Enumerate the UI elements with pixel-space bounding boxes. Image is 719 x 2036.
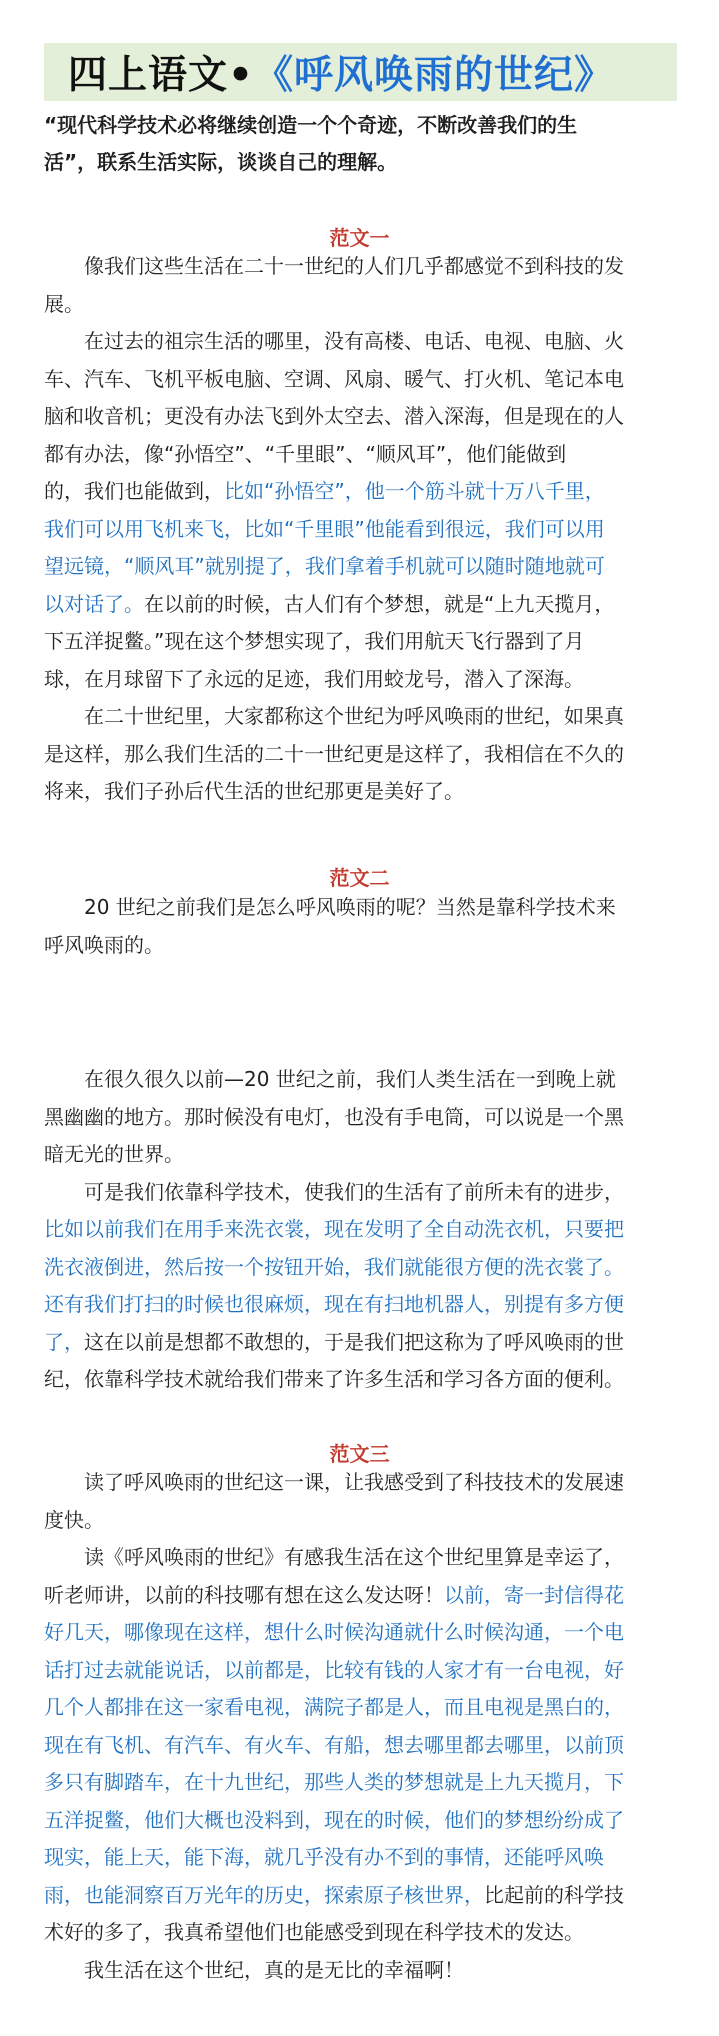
body-text: 下五洋捉鳖。”现在这个梦想实现了，我们用航天飞行器到了月: [44, 629, 585, 653]
text-line: [44, 586, 681, 624]
text-line: [44, 1061, 681, 1099]
text-line: [44, 889, 681, 927]
text-line: [44, 736, 681, 774]
highlighted-text: 以对话了。: [44, 591, 144, 616]
text-line: [44, 1099, 681, 1137]
body-text: 这在以前是想都不敢想的，于是我们把这称为了呼风唤雨的世: [84, 1329, 624, 1354]
highlighted-text: 洗衣液倒进，然后按一个按钮开始，我们就能很方便的洗衣裳了。: [44, 1254, 624, 1279]
text-line: [44, 1324, 681, 1362]
text-line: [44, 1839, 681, 1877]
essay-2-intro: [44, 889, 681, 964]
text-line: [44, 623, 681, 661]
text-line: [44, 1764, 681, 1802]
body-text: 在以前的时候，古人们有个梦想，就是“上九天揽月，: [144, 591, 615, 616]
text-line: [44, 398, 681, 436]
essay-3-body: [44, 1464, 681, 1989]
text-line: [44, 927, 681, 965]
text-line: [44, 1361, 681, 1399]
title-prefix: 四上语文•: [68, 53, 254, 98]
body-text: 比起前的科学技: [484, 1882, 624, 1907]
highlighted-text: 现实，能上天，能下海，就几乎没有办不到的事情，还能呼风唤: [44, 1845, 604, 1869]
body-text: 球，在月球留下了永远的足迹，我们用蛟龙号，潜入了深海。: [44, 666, 584, 691]
body-text: 20 世纪之前我们是怎么呼风唤雨的呢？当然是靠科学技术来: [44, 895, 616, 919]
body-text: 展。: [44, 291, 84, 316]
writing-prompt: [44, 107, 680, 181]
body-text: 术好的多了，我真希望他们也能感受到现在科学技术的发达。: [44, 1920, 584, 1944]
body-text: 都有办法，像“孙悟空”、“千里眼”、“顺风耳”，他们能做到: [44, 441, 567, 466]
body-text: 我生活在这个世纪，真的是无比的幸福啊！: [44, 1957, 464, 1982]
essay-2-heading: 范文二: [329, 866, 390, 890]
text-line: [44, 1464, 681, 1502]
highlighted-text: 望远镜，“顺风耳”就别提了，我们拿着手机就可以随时随地就可: [44, 554, 605, 578]
body-text: 将来，我们子孙后代生活的世纪那更是美好了。: [44, 779, 464, 803]
highlighted-text: 好几天，哪像现在这样，想什么时候沟通就什么时候沟通，一个电: [44, 1620, 624, 1644]
text-line: [44, 361, 681, 399]
text-line: [44, 1802, 681, 1840]
page-title: [44, 43, 677, 101]
highlighted-text: 话打过去就能说话，以前都是，比较有钱的人家才有一台电视，好: [44, 1657, 624, 1682]
body-text: 在过去的祖宗生活的哪里，没有高楼、电话、电视、电脑、火: [44, 329, 624, 353]
text-line: [44, 1727, 681, 1765]
body-text: 像我们这些生活在二十一世纪的人们几乎都感觉不到科技的发: [44, 254, 624, 278]
text-line: [44, 1502, 681, 1540]
body-text: 呼风唤雨的。: [44, 932, 164, 957]
body-text: 在很久很久以前—20 世纪之前，我们人类生活在一到晚上就: [44, 1067, 616, 1091]
text-line: [44, 1614, 681, 1652]
highlighted-text: 现在有飞机、有汽车、有火车、有船，想去哪里都去哪里，以前顶: [44, 1732, 624, 1757]
highlighted-text: 雨，也能洞察百万光年的历史，探索原子核世界，: [44, 1882, 484, 1907]
body-text: 车、汽车、飞机平板电脑、空调、风扇、暖气、打火机、笔记本电: [44, 366, 624, 391]
highlighted-text: 了，: [44, 1329, 84, 1354]
text-line: [44, 1136, 681, 1174]
title-lesson-name: 《呼风唤雨的世纪》: [253, 53, 614, 98]
highlighted-text: 五洋捉鳖，他们大概也没料到，现在的时候，他们的梦想纷纷成了: [44, 1807, 624, 1832]
body-text: 读《呼风唤雨的世纪》有感我生活在这个世纪里算是幸运了，: [44, 1545, 624, 1569]
body-text: 听老师讲，以前的科技哪有想在这么发达呀！: [44, 1582, 444, 1607]
text-line: [44, 1577, 681, 1615]
prompt-line: “现代科学技术必将继续创造一个个奇迹，不断改善我们的生: [44, 113, 578, 137]
text-line: [44, 1689, 681, 1727]
body-text: 是这样，那么我们生活的二十一世纪更是这样了，我相信在不久的: [44, 741, 624, 766]
body-text: 的，我们也能做到，: [44, 479, 224, 503]
text-line: [44, 286, 681, 324]
body-text: 脑和收音机；更没有办法飞到外太空去、潜入深海，但是现在的人: [44, 404, 624, 428]
text-line: [44, 698, 681, 736]
text-line: [44, 1539, 681, 1577]
text-line: [44, 1286, 681, 1324]
essay-3-heading: 范文三: [329, 1442, 390, 1466]
text-line: [44, 1249, 681, 1287]
text-line: [44, 661, 681, 699]
body-text: 暗无光的世界。: [44, 1142, 184, 1166]
text-line: [44, 1211, 681, 1249]
text-line: [44, 436, 681, 474]
text-line: [44, 773, 681, 811]
essay-1-heading: 范文一: [329, 226, 390, 250]
highlighted-text: 比如“孙悟空”，他一个筋斗就十万八千里，: [224, 479, 605, 503]
highlighted-text: 我们可以用飞机来飞，比如“千里眼”他能看到很远，我们可以用: [44, 516, 605, 541]
highlighted-text: 还有我们打扫的时候也很麻烦，现在有扫地机器人，别提有多方便: [44, 1292, 624, 1316]
text-line: [44, 473, 681, 511]
text-line: [44, 1952, 681, 1990]
highlighted-text: 比如以前我们在用手来洗衣裳，现在发明了全自动洗衣机，只要把: [44, 1217, 624, 1241]
body-text: 读了呼风唤雨的世纪这一课，让我感受到了科技技术的发展速: [44, 1470, 624, 1494]
text-line: [44, 248, 681, 286]
prompt-line: 活”，联系生活实际，谈谈自己的理解。: [44, 150, 398, 174]
text-line: [44, 323, 681, 361]
body-text: 在二十世纪里，大家都称这个世纪为呼风唤雨的世纪，如果真: [44, 704, 624, 728]
text-line: [44, 548, 681, 586]
essay-2-body: [44, 1061, 681, 1399]
text-line: [44, 1914, 681, 1952]
text-line: [44, 1877, 681, 1915]
body-text: 可是我们依靠科学技术，使我们的生活有了前所未有的进步，: [44, 1179, 624, 1204]
body-text: 度快。: [44, 1507, 104, 1532]
body-text: 黑幽幽的地方。那时候没有电灯，也没有手电筒，可以说是一个黑: [44, 1104, 624, 1129]
highlighted-text: 以前，寄一封信得花: [444, 1582, 624, 1607]
highlighted-text: 多只有脚踏车，在十九世纪，那些人类的梦想就是上九天揽月，下: [44, 1770, 624, 1794]
body-text: 纪，依靠科学技术就给我们带来了许多生活和学习各方面的便利。: [44, 1367, 624, 1391]
highlighted-text: 几个人都排在这一家看电视，满院子都是人，而且电视是黑白的，: [44, 1695, 624, 1719]
text-line: [44, 1652, 681, 1690]
text-line: [44, 511, 681, 549]
essay-1-body: [44, 248, 681, 811]
text-line: [44, 1174, 681, 1212]
